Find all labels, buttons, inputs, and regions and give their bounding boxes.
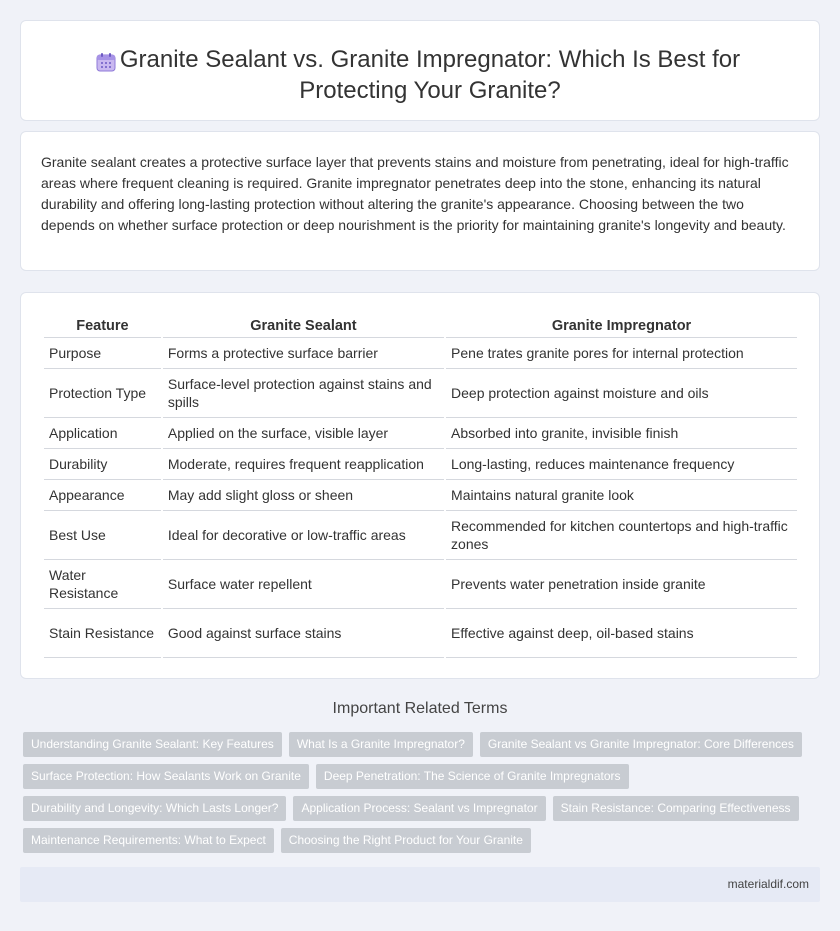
table-row (44, 369, 797, 418)
row-feature: Durability (44, 449, 161, 480)
page-title: Granite Sealant vs. Granite Impregnator: Which Is Best for Protecting Your Granite? (119, 46, 741, 104)
footer (20, 867, 820, 902)
related-term-tag[interactable]: Durability and Longevity: Which Lasts Longer? (23, 796, 286, 821)
row-sealant: Ideal for decorative or low-traffic areas (163, 511, 444, 560)
row-impregnator: Long-lasting, reduces maintenance frequency (446, 449, 797, 480)
intro-text: Granite sealant creates a protective surface layer that prevents stains and moisture from penetrating, ideal for high-traffic areas where frequent cleaning is required. Granite impregnator penetrates deep into the stone, enhancing its natural durability and offering long-lasting protection without altering the granite's appearance. Choosing between the two depends on whether surface protection or deep nourishment is the priority for maintaining granite's longevity and beauty. (41, 154, 789, 233)
row-sealant: May add slight gloss or sheen (163, 480, 444, 511)
row-impregnator: Prevents water penetration inside granite (446, 560, 797, 609)
row-impregnator: Deep protection against moisture and oils (446, 369, 797, 418)
header-granite-impregnator: Granite Impregnator (446, 315, 797, 338)
related-term-tag[interactable]: Maintenance Requirements: What to Expect (23, 828, 274, 853)
table-row (44, 511, 797, 560)
table-row (44, 338, 797, 369)
row-impregnator: Effective against deep, oil-based stains (446, 609, 797, 658)
related-terms-title: Important Related Terms (332, 700, 508, 717)
table-row (44, 480, 797, 511)
row-feature: Water Resistance (44, 560, 161, 609)
row-feature: Appearance (44, 480, 161, 511)
site-name[interactable]: materialdif.com (727, 877, 809, 891)
row-sealant: Good against surface stains (163, 609, 444, 658)
table-row (44, 449, 797, 480)
title-card (20, 20, 820, 121)
row-impregnator: Maintains natural granite look (446, 480, 797, 511)
comparison-table (42, 315, 799, 658)
row-impregnator: Pene trates granite pores for internal protection (446, 338, 797, 369)
related-term-tag[interactable]: Stain Resistance: Comparing Effectiveness (553, 796, 799, 821)
table-header-row (44, 315, 797, 338)
header-feature: Feature (44, 315, 161, 338)
intro-card (20, 131, 820, 271)
related-term-tag[interactable]: Surface Protection: How Sealants Work on Granite (23, 764, 309, 789)
comparison-card (20, 292, 820, 679)
row-sealant: Moderate, requires frequent reapplication (163, 449, 444, 480)
row-feature: Best Use (44, 511, 161, 560)
row-impregnator: Absorbed into granite, invisible finish (446, 418, 797, 449)
related-term-tag[interactable]: Granite Sealant vs Granite Impregnator: Core Differences (480, 732, 802, 757)
related-term-tag[interactable]: Deep Penetration: The Science of Granite Impregnators (316, 764, 629, 789)
row-feature: Purpose (44, 338, 161, 369)
header-granite-sealant: Granite Sealant (163, 315, 444, 338)
related-term-tag[interactable]: Choosing the Right Product for Your Granite (281, 828, 531, 853)
table-row (44, 418, 797, 449)
row-impregnator: Recommended for kitchen countertops and high-traffic zones (446, 511, 797, 560)
related-terms-list (23, 732, 803, 860)
row-sealant: Forms a protective surface barrier (163, 338, 444, 369)
table-row (44, 560, 797, 609)
row-feature: Stain Resistance (44, 609, 161, 658)
row-feature: Application (44, 418, 161, 449)
table-row (44, 609, 797, 658)
row-sealant: Surface water repellent (163, 560, 444, 609)
related-term-tag[interactable]: Application Process: Sealant vs Impregnator (293, 796, 545, 821)
related-term-tag[interactable]: What Is a Granite Impregnator? (289, 732, 473, 757)
related-term-tag[interactable]: Understanding Granite Sealant: Key Features (23, 732, 282, 757)
row-sealant: Applied on the surface, visible layer (163, 418, 444, 449)
row-feature: Protection Type (44, 369, 161, 418)
row-sealant: Surface-level protection against stains and spills (163, 369, 444, 418)
